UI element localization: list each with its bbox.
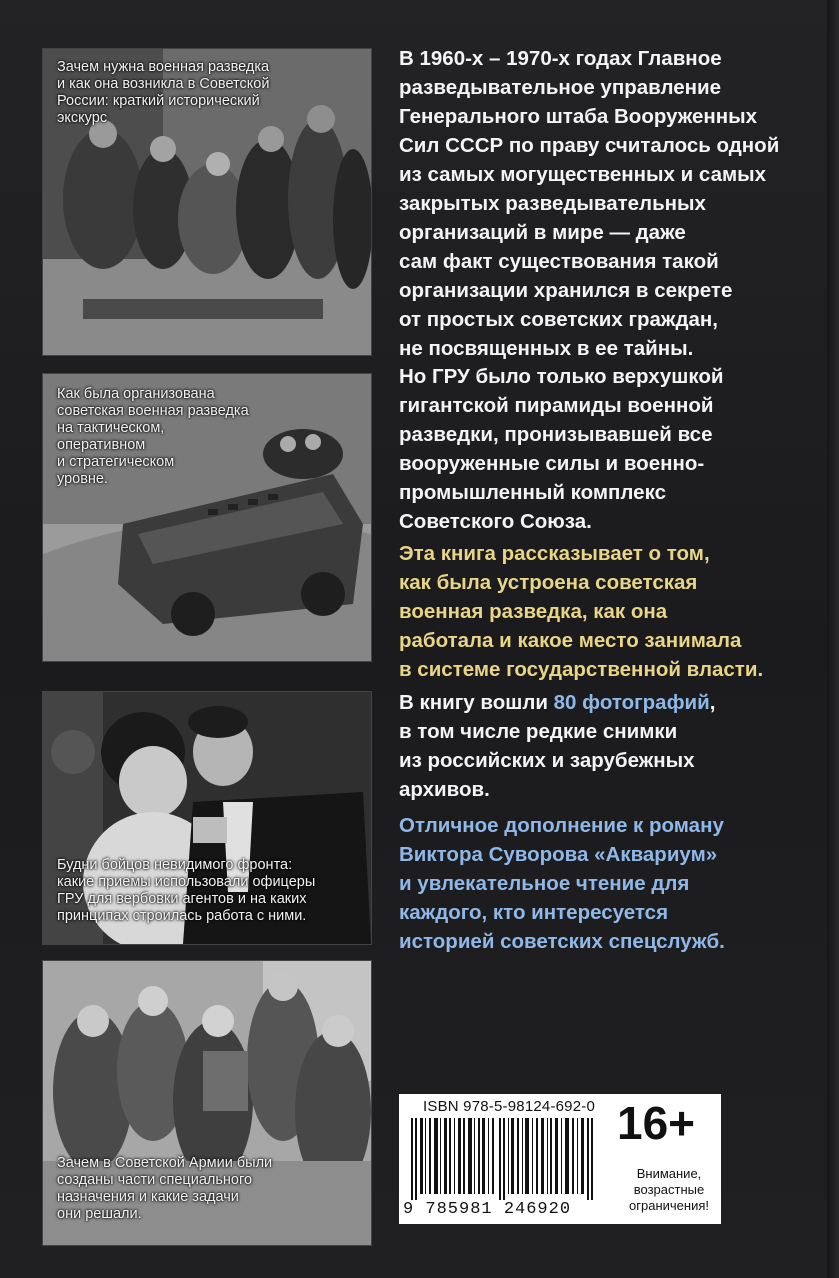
photos-paragraph-post: , в том числе редкие снимки из российских и зарубежных архивов. [399,691,716,801]
photos-count-highlight: 80 фотографий [553,691,710,714]
isbn-label: ISBN 978-5-98124-692-0 [423,1098,596,1115]
book-summary-paragraph: Эта книга рассказывает о том, как была устроена советская военная разведка, как она работала и какое место занимала в системе государственной власти. [399,542,764,681]
photo-caption: Как была организована советская военная разведка на тактическом, оперативном и стратегическом уровне. [57,386,249,487]
photos-paragraph [399,688,715,804]
photo-caption: Зачем нужна военная разведка и как она возникла в Советской России: краткий исторический экскурс [57,59,270,126]
photos-paragraph-pre: В книгу вошли [399,691,554,714]
cover-spine-edge [827,0,839,1278]
age-warning-text: Внимание, возрастные ограничения! [629,1166,709,1213]
photo-caption: Зачем в Советской Армии были созданы части специального назначения и какие задачи они решали. [57,1155,273,1222]
photo-historical-soldiers [42,48,372,356]
photo-armored-vehicle [42,373,372,662]
isbn-barcode-block [399,1094,721,1224]
gru-pyramid-paragraph: Но ГРУ было только верхушкой гигантской пирамиды военной разведки, пронизывавшей все вооруженные силы и военно- промышленный комплекс Советского Союза. [399,365,724,533]
age-rating-badge: 16+ [617,1097,696,1149]
photo-caption: Будни бойцов невидимого фронта: какие приемы использовали офицеры ГРУ для вербовки агентов и на каких принципах строилась работа с ними. [57,857,316,924]
recommendation-paragraph: Отличное дополнение к роману Виктора Суворова «Аквариум» и увлекательное чтение для каждого, кто интересуется историей советских спецслужб. [399,814,725,953]
barcode-digits: 9 785981 246920 [403,1200,572,1219]
intro-paragraph: В 1960-х – 1970-х годах Главное разведывательное управление Генерального штаба Вооруженных Сил СССР по праву считалось одной из самых могущественных и самых закрытых разведывательных организаций в мире — даже сам факт существования такой организации хранился в секрете от простых советских граждан, не посвященных в ее тайны. [399,47,780,360]
photo-couple [42,691,372,945]
photo-special-forces [42,960,372,1246]
barcode-image [411,1118,601,1200]
